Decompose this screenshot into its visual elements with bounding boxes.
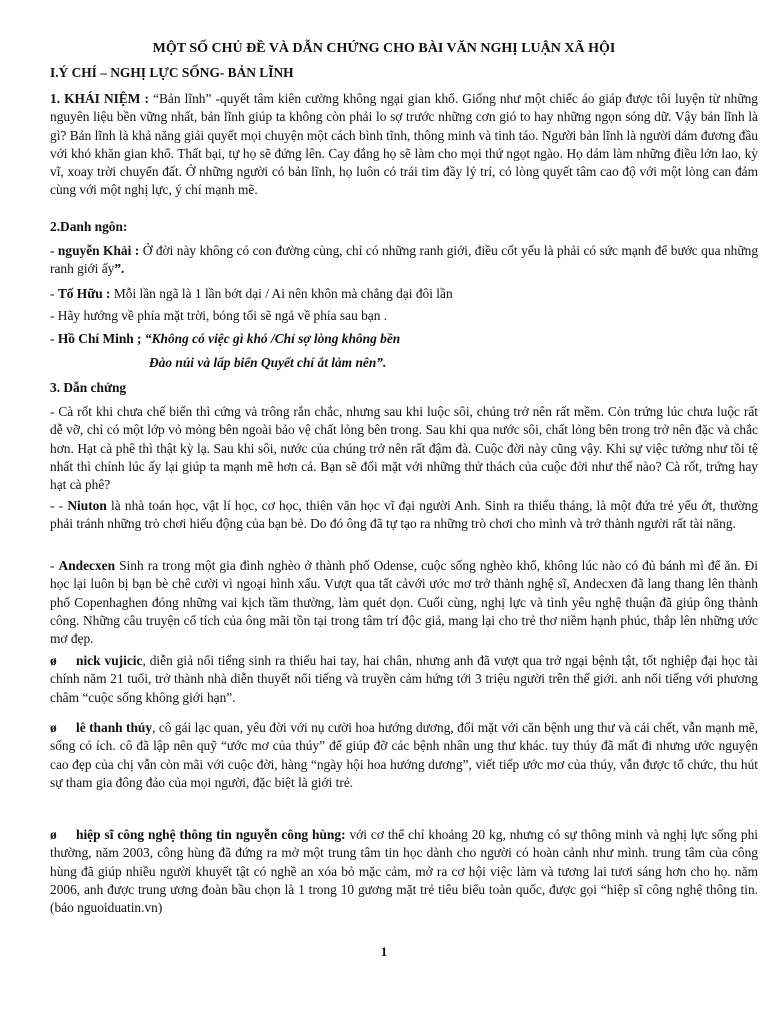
quote-4-author: Hồ Chí Minh ;: [57, 331, 142, 346]
evidence-paragraph-1: - Cà rốt khi chưa chế biến thì cứng và trông rắn chắc, nhưng sau khi luộc sôi, chúng trở nên rất mềm. Còn trứng lúc chưa luộc rất dễ vỡ, chỉ có một lớp vỏ mỏng bên ngoài bảo vệ chất lỏng bên trong. Sau khi qua nước sôi, chất lỏng bên trong trở nên đặc và chắc hơn. Hạt cà phê thì thật kỳ lạ. Sau khi sôi, nước của chúng trở nên rất đậm đà. Cuộc đời này cũng vậy. Khi sự việc tưởng như tồi tệ nhất thì chính lúc ấy lại giúp ta mạnh mẽ hơn cả. Bạn sẽ đối mặt với những thử thách của cuộc đời như thế nào? Cà rốt, trứng hay hạt cà phê?: [50, 404, 758, 493]
evidence-4-name: nick vujicic: [76, 653, 143, 668]
evidence-2-name: Niuton: [67, 498, 107, 513]
evidence-paragraph-4: [50, 652, 758, 707]
evidence-3-prefix: -: [50, 558, 59, 573]
quote-2-text: Mỗi lần ngã là 1 lần bớt dại / Ai nên khôn mà chẳng dại đôi lần: [110, 286, 453, 301]
quote-2-author: Tố Hữu :: [57, 286, 111, 301]
quote-1-text: Ở đời này không có con đường cùng, chỉ có những ranh giới, điều cốt yếu là phải có sức mạnh để bước qua những ranh giới ấy: [50, 243, 759, 277]
evidence-2-text: là nhà toán học, vật lí học, cơ học, thiên văn học vĩ đại người Anh. Sinh ra thiếu tháng, là một đứa trẻ yếu ớt, thường phải tránh những trò chơi hiếu động của bạn bè. Do đó ông đã tự tạo ra những trò chơi cho mình và trở thành người rất tài năng.: [50, 498, 758, 532]
evidence-5-text: , cô gái lạc quan, yêu đời với nụ cười hoa hướng dương, đối mặt với căn bệnh ung thư và cái chết, vẫn mạnh mẽ, sống có ích. cô đã lập nên quỹ “ước mơ của thúy” để giúp đỡ các bệnh nhân ung thư khác. tuy thúy đã mất đi nhưng ước nguyện cao đẹp của chị vẫn còn mãi với cuộc đời, hàng “ngày hội hoa hướng dương”, viết tiếp ước mơ của thúy, vẫn được tổ chức, thu hút sự tham gia đông đảo của mọi người, đặc biệt là giới trẻ.: [50, 720, 758, 790]
bullet-icon: ø: [50, 653, 57, 668]
quote-1-author: nguyễn Khải :: [57, 243, 140, 258]
quote-4: [50, 330, 758, 348]
evidence-6-text: với cơ thể chỉ khoảng 20 kg, nhưng có sự thông minh và nghị lực sống phi thường, năm 2003, công hùng đã đứng ra mở một trung tâm tin học dành cho người có hoàn cảnh như mình. trung tâm của công hùng đã giúp nhiều người khuyết tật có nghề an xóa bỏ mặc cảm, mở ra cơ hội việc làm và tương lai tươi sáng hơn cho họ. năm 2006, anh được trung ương đoàn bầu chọn là 1 trong 10 gương mặt trẻ tiêu biểu toàn quốc, được gọi “hiệp sĩ công nghệ thông tin. (báo nguoiduatin.vn): [50, 827, 758, 916]
quote-4-line-2: Đào núi và lấp biển Quyết chí ắt làm nên”.: [149, 355, 387, 370]
quote-1-prefix: -: [50, 243, 58, 258]
evidence-paragraph-3: [50, 557, 758, 648]
quote-2-prefix: -: [50, 286, 58, 301]
bullet-icon: ø: [50, 720, 57, 735]
definition-text: “Bản lĩnh” -quyết tâm kiên cường không ngại gian khổ. Giống như một chiếc áo giáp được tôi luyện từ những nguyên liệu bền vững nhất, bản lĩnh giúp ta không còn phải lo sợ trước những cơn gió to hay những ngọn sóng dữ. Vậy bản lĩnh là gì? Bản lĩnh là khả năng giải quyết mọi chuyện một cách bình tĩnh, thông minh và tinh táo. Người bản lĩnh là người dám đương đầu với khó khăn gian khổ. Thất bại, tự họ sẽ đứng lên. Cay đắng họ sẽ làm cho mọi thứ ngọt ngào. Họ dám làm những điều lớn lao, kỳ vĩ, xoay trời chuyển đất. Ở những người có bản lĩnh, họ luôn có trái tim đầy lý trí, có lòng quyết tâm cao độ với một lòng can đảm cùng với một nghị lực, ý chí mạnh mẽ.: [50, 91, 758, 198]
evidence-5-name: lê thanh thúy: [76, 720, 153, 735]
evidence-4-text: , diễn giả nổi tiếng sinh ra thiếu hai tay, hai chân, nhưng anh đã vượt qua trở ngại bệnh tật, tốt nghiệp đại học tài chính năm 21 tuổi, trở thành nhà diễn thuyết nổi tiếng và truyền cảm hứng tới 3 triệu người trên thế giới. anh nổi tiếng với phương châm “cuộc sống không giới hạn”.: [50, 653, 758, 705]
quote-2: [50, 285, 758, 303]
evidence-3-name: Andecxen: [58, 558, 116, 573]
quote-4-prefix: -: [50, 331, 58, 346]
quotes-heading: 2.Danh ngôn:: [50, 219, 128, 234]
definition-paragraph: [50, 90, 758, 200]
document-title: MỘT SỐ CHỦ ĐỀ VÀ DẪN CHỨNG CHO BÀI VĂN NGHỊ LUẬN XÃ HỘI: [152, 41, 616, 56]
bullet-icon: ø: [50, 827, 57, 842]
evidence-paragraph-6: [50, 826, 758, 917]
quote-1: [50, 242, 758, 279]
evidence-heading: 3. Dẫn chứng: [50, 380, 127, 395]
evidence-paragraph-2: [50, 497, 758, 534]
evidence-paragraph-5: [50, 719, 758, 792]
quote-3: - Hãy hướng về phía mặt trời, bóng tối sẽ ngả về phía sau bạn .: [50, 308, 388, 323]
definition-heading: 1. KHÁI NIỆM :: [50, 91, 149, 106]
section-heading: I.Ý CHÍ – NGHỊ LỰC SỐNG- BẢN LĨNH: [50, 65, 294, 80]
evidence-3-text: Sinh ra trong một gia đình nghèo ở thành phố Odense, cuộc sống nghèo khổ, không lúc nào có đủ bánh mì để ăn. Đi học lại luôn bị bạn bè chê cười vì ngoại hình xấu. Vượt qua tất cảvới ước mơ trở thành nghệ sĩ, Andecxen đã lang thang lên thành phố Copenhaghen đóng những vai kịch tầm thường, làm quét dọn. Cuối cùng, nghị lực và tình yêu nghệ thuận đã giúp ông thành công. Những câu truyện cổ tích của ông mãi tồn tại trong tâm trí độc giả, mang lại cho trẻ thơ niềm hạnh phúc, thắp lên những ước mơ đẹp.: [50, 558, 758, 647]
page-number: 1: [380, 944, 388, 959]
quote-1-end: ”.: [114, 261, 125, 277]
evidence-6-name: hiệp sĩ công nghệ thông tin nguyễn công hùng:: [76, 827, 346, 842]
evidence-2-prefix: - -: [50, 498, 68, 513]
quote-4-line-1: “Không có việc gì khó /Chỉ sợ lòng không bền: [141, 331, 401, 346]
